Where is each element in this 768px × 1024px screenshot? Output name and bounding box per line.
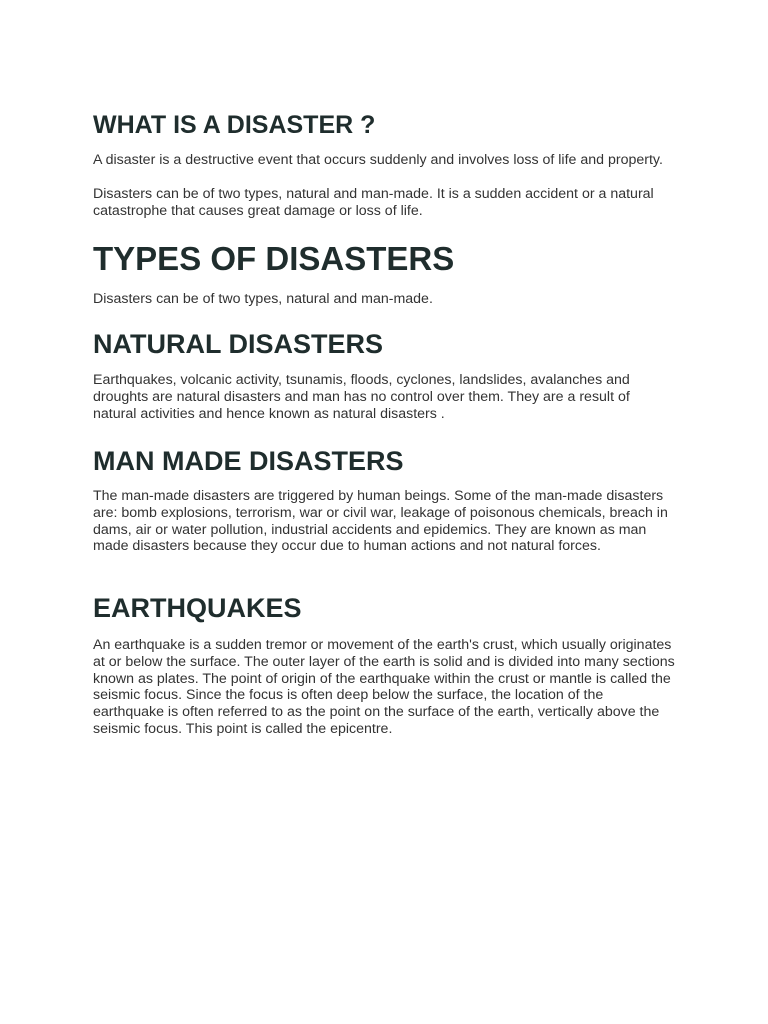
heading-earthquakes: EARTHQUAKES bbox=[93, 593, 302, 623]
heading-what-is-a-disaster: WHAT IS A DISASTER ? bbox=[93, 111, 376, 139]
paragraph-disaster-definition: A disaster is a destructive event that occurs suddenly and involves loss of life and property. bbox=[93, 152, 663, 168]
paragraph-types-of-disasters: Disasters can be of two types, natural and man-made. bbox=[93, 291, 433, 307]
paragraph-disaster-types-intro: Disasters can be of two types, natural and man-made. It is a sudden accident or a natural catastrophe that causes great damage or loss of life. bbox=[93, 186, 654, 219]
heading-man-made-disasters: MAN MADE DISASTERS bbox=[93, 446, 404, 476]
paragraph-man-made-disasters: The man-made disasters are triggered by human beings. Some of the man-made disasters are: bomb explosions, terrorism, war or civil war, leakage of poisonous chemicals, breach in dams, air or water pollution, industrial accidents and epidemics. They are known as man made disasters because they occur due to human actions and not natural forces. bbox=[93, 488, 668, 555]
heading-natural-disasters: NATURAL DISASTERS bbox=[93, 329, 384, 359]
paragraph-natural-disasters: Earthquakes, volcanic activity, tsunamis, floods, cyclones, landslides, avalanches and droughts are natural disasters and man has no control over them. They are a result of natural activities and hence known as natural disasters . bbox=[93, 372, 630, 422]
paragraph-earthquakes: An earthquake is a sudden tremor or movement of the earth's crust, which usually originates at or below the surface. The outer layer of the earth is solid and is divided into many sections known as plates. The point of origin of the earthquake within the crust or mantle is called the seismic focus. Since the focus is often deep below the surface, the location of the earthquake is often referred to as the point on the surface of the earth, vertically above the seismic focus. This point is called the epicentre. bbox=[93, 637, 675, 737]
heading-types-of-disasters: TYPES OF DISASTERS bbox=[93, 240, 455, 277]
